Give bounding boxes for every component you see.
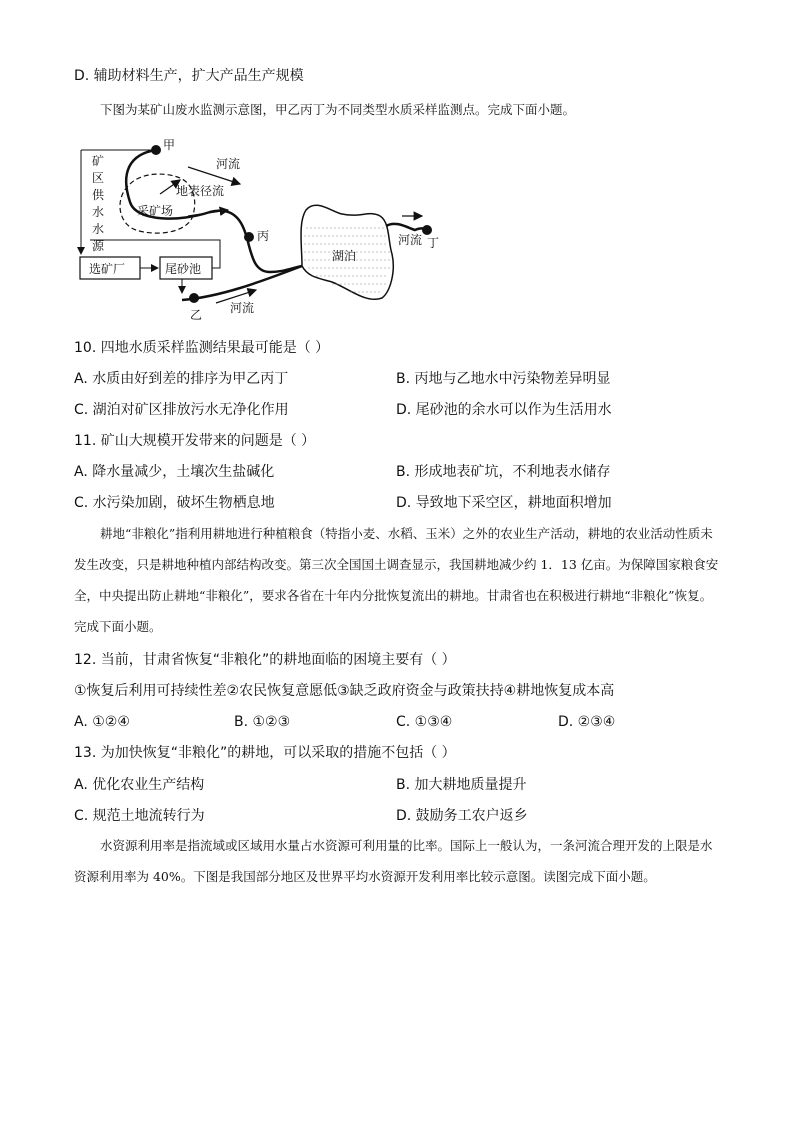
label-river-outlet: 河流 [398, 233, 423, 247]
q13-option-d[interactable]: D. 鼓励务工农户返乡 [396, 808, 528, 824]
q12-option-b[interactable]: B. ①②③ [234, 714, 291, 730]
q13-option-a[interactable]: A. 优化农业生产结构 [74, 777, 205, 793]
svg-text:供: 供 [92, 188, 105, 202]
label-tailings: 尾砂池 [165, 262, 202, 276]
diagram-intro: 下图为某矿山废水监测示意图，甲乙丙丁为不同类型水质采样监测点。完成下面小题。 [100, 102, 576, 117]
q10-option-d[interactable]: D. 尾砂池的余水可以作为生活用水 [396, 402, 612, 418]
q13-option-c[interactable]: C. 规范土地流转行为 [74, 808, 205, 824]
outlet-river-line [386, 224, 426, 230]
q12-option-d[interactable]: D. ②③④ [558, 714, 616, 730]
water-resources-intro: 水资源利用率是指流域或区域用水量占水资源可利用量的比率。国际上一般认为，一条河流合理开发的上限是水资源利用率为 40%。下图是我国部分地区及世界平均水资源开发利用率比较示意图。读图完成下面小题。 [74, 838, 713, 884]
label-runoff: 地表径流 [176, 184, 225, 198]
q11-option-a[interactable]: A. 降水量减少，土壤次生盐碱化 [74, 464, 275, 480]
svg-text:水: 水 [92, 205, 105, 219]
label-mine: 采矿场 [137, 204, 174, 218]
mine-wastewater-diagram [70, 132, 450, 327]
label-lake: 湖泊 [332, 249, 357, 263]
q11-option-d[interactable]: D. 导致地下采空区，耕地面积增加 [396, 495, 612, 511]
q12-statements: ①恢复后利用可持续性差②农民恢复意愿低③缺乏政府资金与政策扶持④耕地恢复成本高 [74, 683, 615, 699]
q10-option-b[interactable]: B. 丙地与乙地水中污染物差异明显 [396, 371, 611, 387]
svg-text:水: 水 [92, 222, 105, 236]
label-ding: 丁 [427, 236, 440, 250]
label-bing: 丙 [257, 229, 270, 243]
label-river-upper: 河流 [216, 157, 241, 171]
sampling-point-yi [189, 293, 199, 303]
q12-option-a[interactable]: A. ①②④ [74, 714, 130, 730]
q12-option-c[interactable]: C. ①③④ [396, 714, 453, 730]
q10-stem: 10. 四地水质采样监测结果最可能是（ ） [74, 340, 330, 356]
label-yi: 乙 [190, 308, 203, 322]
previous-option-d: D. 辅助材料生产，扩大产品生产规模 [74, 68, 304, 84]
label-water-supply [92, 154, 105, 253]
non-grain-intro: 耕地“非粮化”指利用耕地进行种植粮食（特指小麦、水稻、玉米）之外的农业生产活动，耕地的农业活动性质未发生改变，只是耕地种植内部结构改变。第三次全国国土调查显示，我国耕地减少约 1．13 亿亩。为保障国家粮食安全，中央提出防止耕地“非粮化”，要求各省在十年内分批恢复流出的耕地。甘肃省也在积极进行耕地“非粮化”恢复。完成下面小题。 [74, 526, 719, 634]
label-river-lower: 河流 [230, 301, 255, 315]
svg-text:源: 源 [92, 239, 105, 253]
svg-text:矿: 矿 [92, 154, 105, 168]
q10-option-a[interactable]: A. 水质由好到差的排序为甲乙丙丁 [74, 371, 289, 387]
label-jia: 甲 [163, 138, 176, 152]
sampling-point-ding [422, 225, 432, 235]
svg-text:区: 区 [92, 171, 105, 185]
q11-option-b[interactable]: B. 形成地表矿坑，不利地表水储存 [396, 464, 611, 480]
q11-option-c[interactable]: C. 水污染加剧，破坏生物栖息地 [74, 495, 275, 511]
q11-stem: 11. 矿山大规模开发带来的问题是（ ） [74, 433, 316, 449]
sampling-point-bing [244, 232, 254, 242]
q10-option-c[interactable]: C. 湖泊对矿区排放污水无净化作用 [74, 402, 289, 418]
label-plant: 选矿厂 [89, 262, 126, 276]
q13-option-b[interactable]: B. 加大耕地质量提升 [396, 777, 527, 793]
q12-stem: 12. 当前，甘肃省恢复“非粮化”的耕地面临的困境主要有（ ） [74, 652, 456, 668]
q13-stem: 13. 为加快恢复“非粮化”的耕地，可以采取的措施不包括（ ） [74, 745, 456, 761]
